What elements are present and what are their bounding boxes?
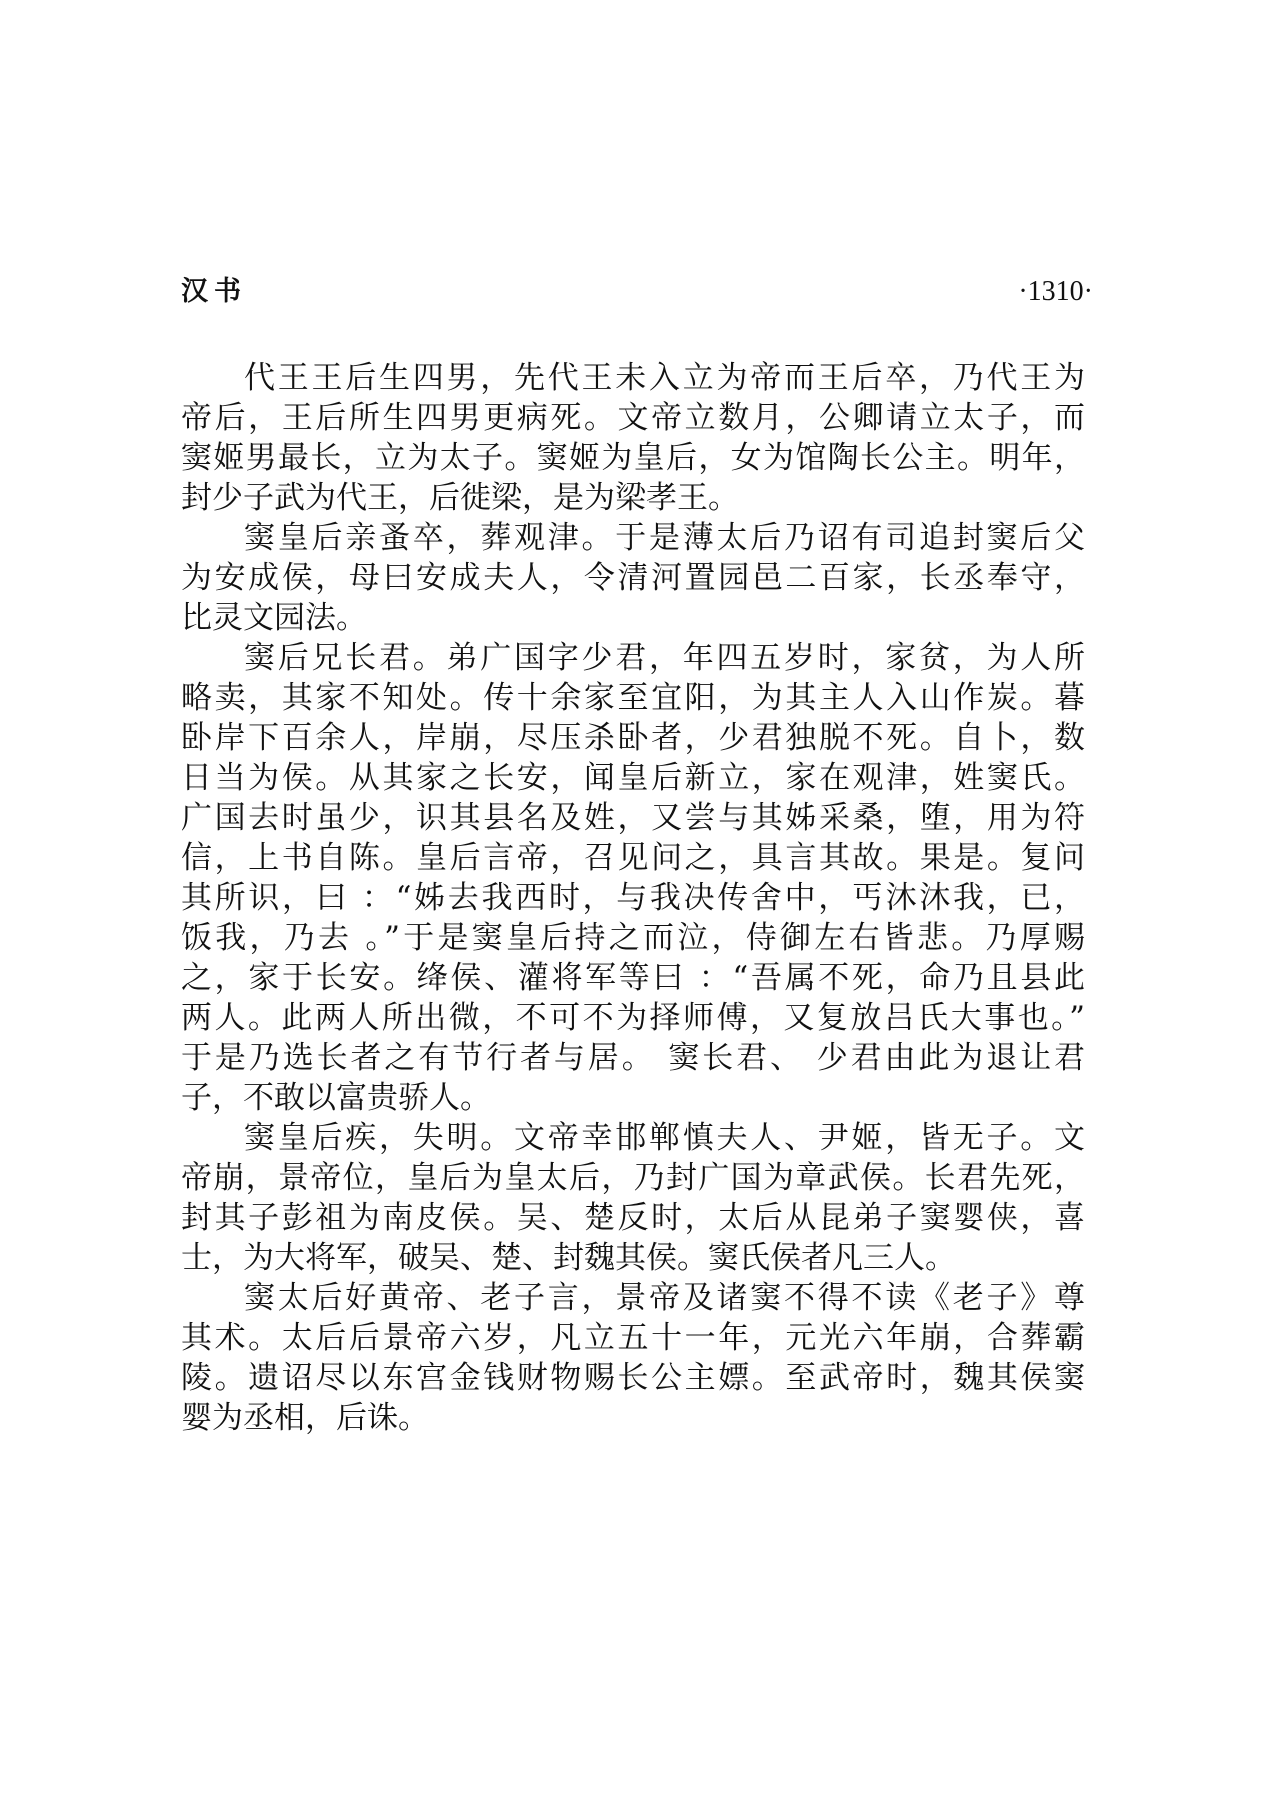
body-text <box>181 358 1085 1438</box>
text-line: 士，为大将军，破吴、楚、封魏其侯。窦氏侯者凡三人。 <box>181 1240 956 1276</box>
text-line: 窦皇后亲蚤卒，葬观津。于是薄太后乃诏有司追封窦后父 <box>244 520 1085 556</box>
text-line: 陵。遗诏尽以东宫金钱财物赐长公主嫖。至武帝时，魏其侯窦 <box>181 1360 1085 1396</box>
running-header <box>181 272 1093 312</box>
text-line: 其所识，曰 ：“姊去我西时，与我决传舍中，丐沐沐我，已， <box>181 880 1085 916</box>
page-number: ·1310· <box>1018 276 1093 307</box>
text-line: 窦姬男最长，立为太子。窦姬为皇后，女为馆陶长公主。明年， <box>181 440 1085 476</box>
text-line: 婴为丞相，后诛。 <box>181 1400 429 1436</box>
text-line: 窦太后好黄帝、老子言，景帝及诸窦不得不读《老子》尊 <box>244 1280 1085 1316</box>
text-line: 略卖，其家不知处。传十余家至宜阳，为其主人入山作炭。暮 <box>181 680 1085 716</box>
text-line: 于是乃选长者之有节行者与居。 窦长君、 少君由此为退让君 <box>181 1040 1085 1076</box>
text-line: 其术。太后后景帝六岁，凡立五十一年，元光六年崩，合葬霸 <box>181 1320 1085 1356</box>
text-line: 子，不敢以富贵骄人。 <box>181 1080 491 1116</box>
text-line: 广国去时虽少，识其县名及姓，又尝与其姊采桑，堕，用为符 <box>181 800 1085 836</box>
book-title: 汉书 <box>181 276 247 307</box>
text-line: 日当为侯。从其家之长安，闻皇后新立，家在观津，姓窦氏。 <box>181 760 1085 796</box>
paragraph <box>181 1278 1085 1438</box>
text-line: 封其子彭祖为南皮侯。吴、楚反时，太后从昆弟子窦婴侠，喜 <box>181 1200 1085 1236</box>
paragraph <box>181 1118 1085 1278</box>
text-line: 帝崩，景帝位，皇后为皇太后，乃封广国为章武侯。长君先死， <box>181 1160 1085 1196</box>
text-line: 代王王后生四男，先代王未入立为帝而王后卒，乃代王为 <box>244 360 1085 396</box>
paragraph <box>181 638 1085 1118</box>
text-line: 封少子武为代王，后徙梁，是为梁孝王。 <box>181 480 739 516</box>
text-line: 信，上书自陈。皇后言帝，召见问之，具言其故。果是。复问 <box>181 840 1085 876</box>
text-line: 两人。此两人所出微，不可不为择师傅，又复放吕氏大事也。” <box>181 1000 1085 1036</box>
text-line: 卧岸下百余人，岸崩，尽压杀卧者，少君独脱不死。自卜，数 <box>181 720 1085 756</box>
text-line: 窦皇后疾，失明。文帝幸邯郸慎夫人、尹姬，皆无子。文 <box>244 1120 1085 1156</box>
text-line: 帝后，王后所生四男更病死。文帝立数月，公卿请立太子，而 <box>181 400 1085 436</box>
paragraph <box>181 358 1085 518</box>
text-line: 窦后兄长君。弟广国字少君，年四五岁时，家贫，为人所 <box>244 640 1085 676</box>
paragraph <box>181 518 1085 638</box>
text-line: 为安成侯，母曰安成夫人，令清河置园邑二百家，长丞奉守， <box>181 560 1085 596</box>
text-line: 之，家于长安。绛侯、灌将军等曰 ：“吾属不死，命乃且县此 <box>181 960 1085 996</box>
text-line: 比灵文园法。 <box>181 600 367 636</box>
text-line: 饭我，乃去 。”于是窦皇后持之而泣，侍御左右皆悲。乃厚赐 <box>181 920 1085 956</box>
